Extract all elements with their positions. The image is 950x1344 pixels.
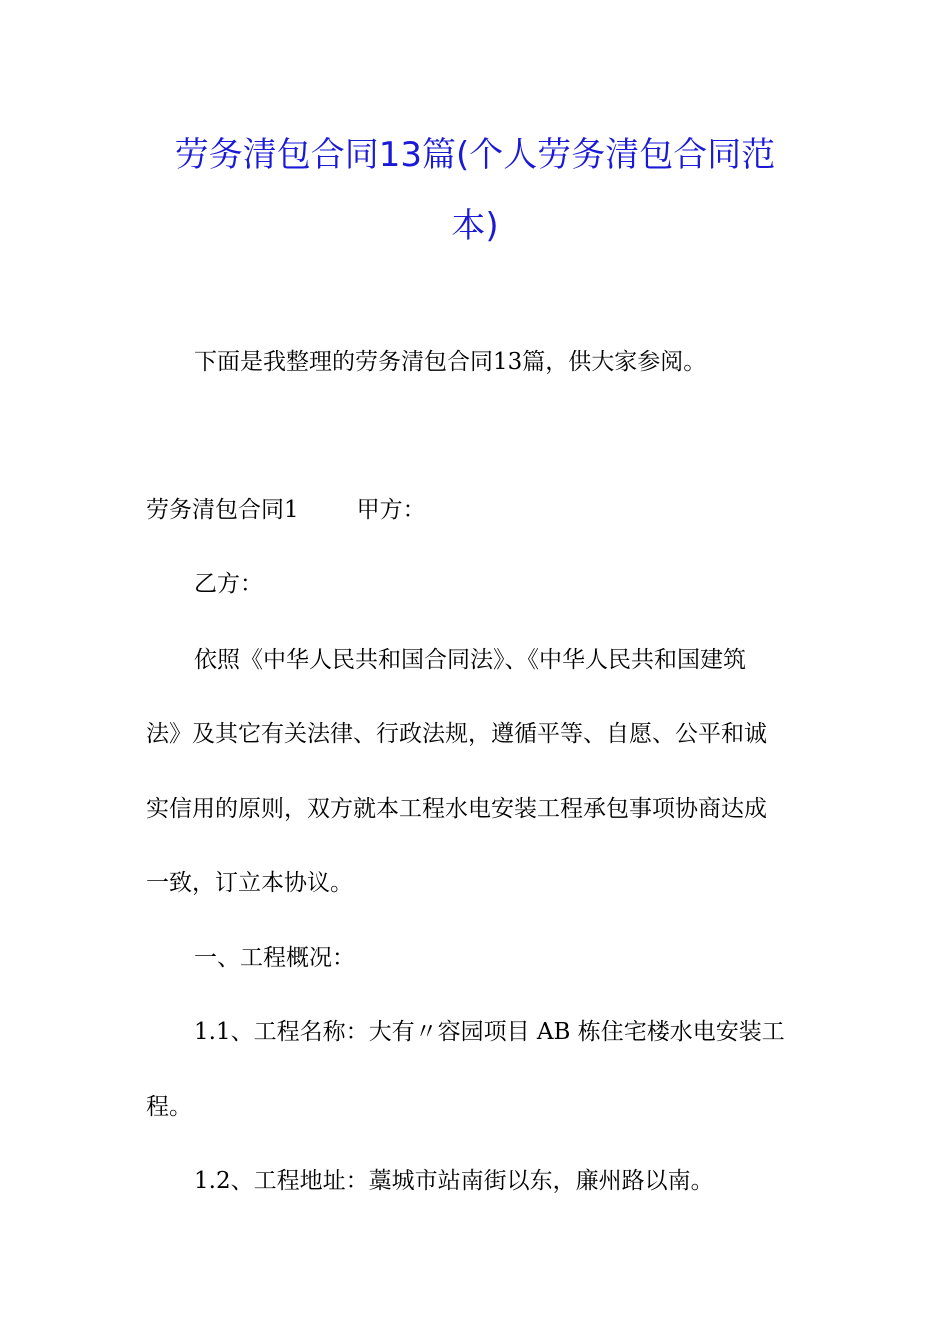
paragraph-line: 一致，订立本协议。 [146, 870, 353, 896]
document-title-line-2: 本) [451, 206, 499, 246]
section-heading: 一、工程概况： [194, 945, 355, 971]
party-b-label: 乙方： [194, 571, 263, 597]
party-a-label: 甲方： [356, 497, 426, 523]
list-item-line: 程。 [146, 1094, 192, 1120]
intro-paragraph: 下面是我整理的劳务清包合同13篇，供大家参阅。 [194, 349, 707, 375]
document-title-line-1: 劳务清包合同13篇(个人劳务清包合同范 [174, 135, 776, 175]
contract-heading: 劳务清包合同1 [146, 497, 299, 523]
paragraph-line: 依照《中华人民共和国合同法》、《中华人民共和国建筑 [194, 647, 746, 673]
contract-heading-row [146, 496, 426, 524]
paragraph-line: 法》及其它有关法律、行政法规，遵循平等、自愿、公平和诚 [146, 721, 767, 747]
list-item-line: 1.2、工程地址：藁城市站南街以东，廉州路以南。 [194, 1168, 714, 1194]
list-item-line: 1.1、工程名称：大有〃容园项目 AB 栋住宅楼水电安装工 [194, 1019, 785, 1045]
paragraph-line: 实信用的原则，双方就本工程水电安装工程承包事项协商达成 [146, 796, 767, 822]
